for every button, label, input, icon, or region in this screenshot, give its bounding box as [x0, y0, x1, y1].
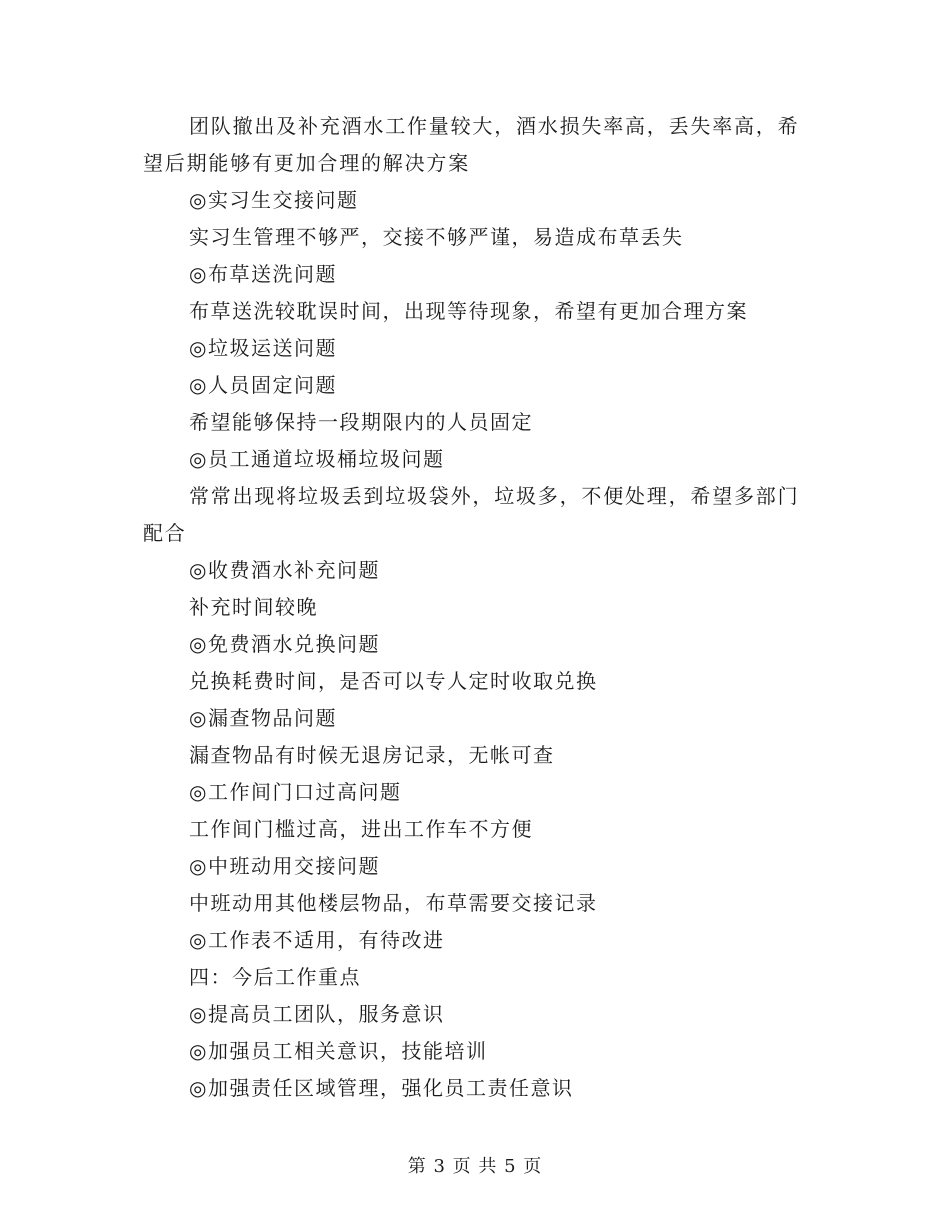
paragraph: 希望能够保持一段期限内的人员固定 — [189, 410, 533, 434]
chapter-heading: 四：今后工作重点 — [189, 965, 361, 989]
paragraph: 实习生管理不够严，交接不够严谨，易造成布草丢失 — [189, 225, 684, 249]
list-item: ◎加强员工相关意识，技能培训 — [189, 1039, 488, 1063]
section-heading: ◎垃圾运送问题 — [189, 336, 337, 360]
document-body — [143, 108, 803, 1107]
list-item: ◎提高员工团队，服务意识 — [189, 1002, 445, 1026]
paragraph: 漏查物品有时候无退房记录，无帐可查 — [189, 743, 555, 767]
paragraph: 布草送洗较耽误时间，出现等待现象，希望有更加合理方案 — [189, 299, 748, 323]
paragraph: 团队撤出及补充酒水工作量较大，酒水损失率高，丢失率高，希望后期能够有更加合理的解决方案 — [143, 114, 800, 175]
page-footer: 第 3 页 共 5 页 — [407, 1156, 543, 1177]
list-item: ◎加强责任区域管理，强化员工责任意识 — [189, 1076, 574, 1100]
paragraph: 工作间门槛过高，进出工作车不方便 — [189, 817, 533, 841]
paragraph: 常常出现将垃圾丢到垃圾袋外，垃圾多，不便处理，希望多部门配合 — [143, 484, 800, 545]
section-heading: ◎工作间门口过高问题 — [189, 780, 402, 804]
paragraph: 兑换耗费时间，是否可以专人定时收取兑换 — [189, 669, 598, 693]
section-heading: ◎工作表不适用，有待改进 — [189, 928, 445, 952]
section-heading: ◎人员固定问题 — [189, 373, 337, 397]
section-heading: ◎实习生交接问题 — [189, 188, 359, 212]
paragraph: 补充时间较晚 — [189, 595, 318, 619]
section-heading: ◎中班动用交接问题 — [189, 854, 380, 878]
section-heading: ◎免费酒水兑换问题 — [189, 632, 380, 656]
section-heading: ◎员工通道垃圾桶垃圾问题 — [189, 447, 445, 471]
section-heading: ◎布草送洗问题 — [189, 262, 337, 286]
section-heading: ◎漏查物品问题 — [189, 706, 337, 730]
section-heading: ◎收费酒水补充问题 — [189, 558, 380, 582]
paragraph: 中班动用其他楼层物品，布草需要交接记录 — [189, 891, 598, 915]
